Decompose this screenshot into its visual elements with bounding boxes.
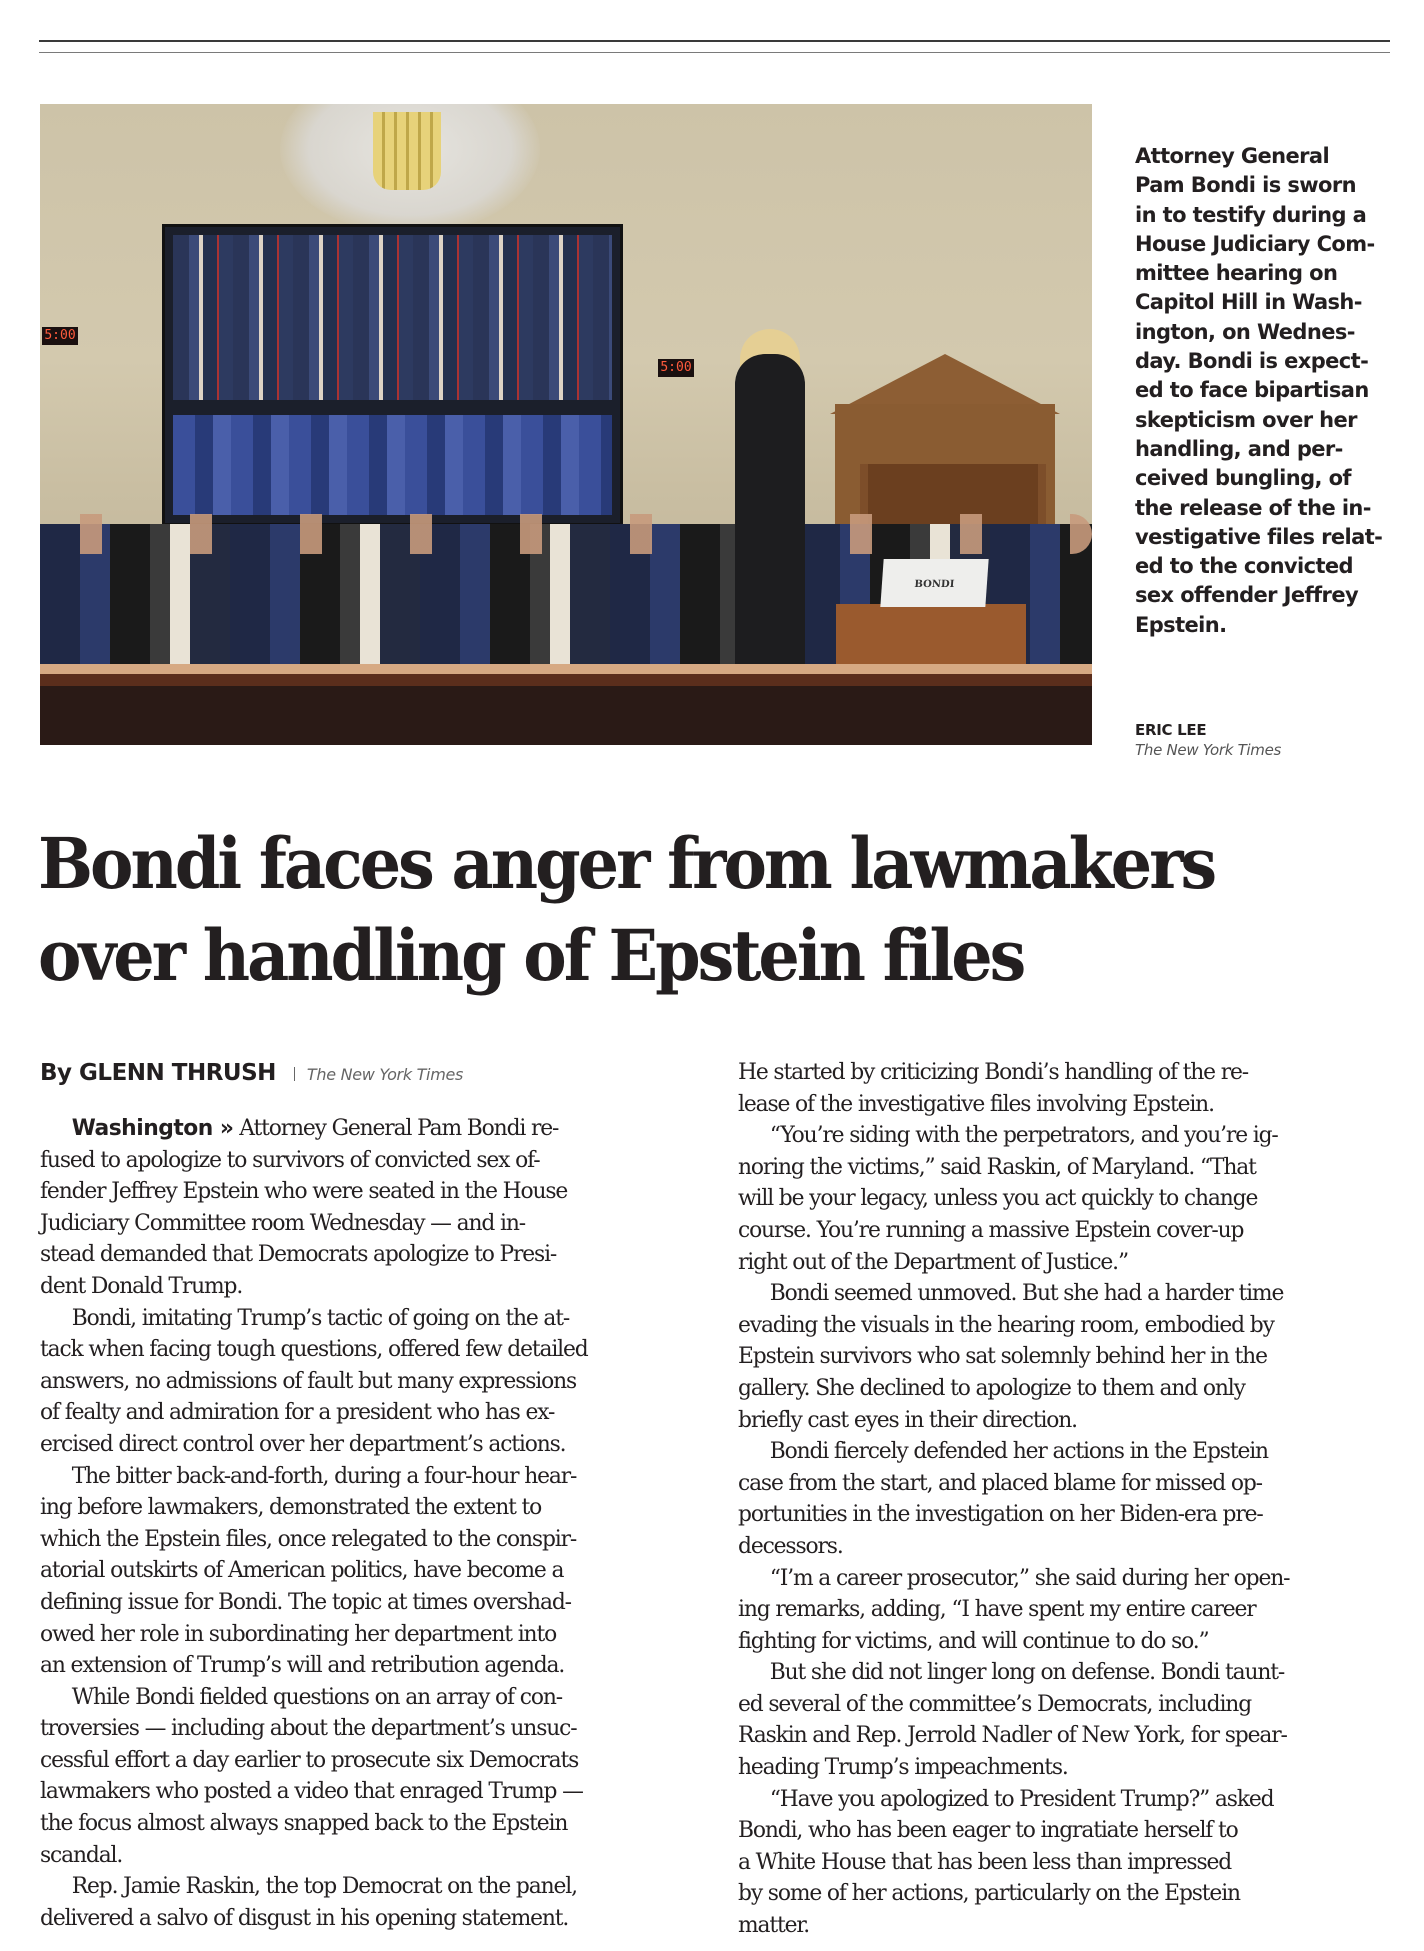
article-line: ed several of the committee’s Democrats, including bbox=[738, 1691, 1252, 1717]
caption-line: ceived bungling, of bbox=[1135, 466, 1351, 491]
article-line: Judiciary Committee room Wednesday — and in- bbox=[40, 1210, 525, 1236]
article-line: noring the victims,” said Raskin, of Maryland. “That bbox=[738, 1154, 1256, 1180]
article-line: lawmakers who posted a video that enraged Trump — bbox=[40, 1779, 583, 1805]
byline-author: By GLENN THRUSH bbox=[40, 1060, 276, 1086]
article-line: an extension of Trump’s will and retribution agenda. bbox=[40, 1653, 565, 1679]
article-line: Bondi, who has been eager to ingratiate herself to bbox=[738, 1818, 1238, 1844]
caption-line: ington, on Wednes- bbox=[1135, 319, 1355, 344]
article-line: The bitter back-and-forth, during a four-hour hear- bbox=[71, 1463, 577, 1489]
standing-witness bbox=[735, 354, 805, 684]
caption-line: in to testify during a bbox=[1135, 202, 1367, 227]
article-column-left bbox=[40, 1113, 696, 1934]
nameplate-text: BONDI bbox=[914, 579, 955, 590]
article-line: decessors. bbox=[738, 1533, 843, 1559]
article-line: defining issue for Bondi. The topic at times overshad- bbox=[40, 1589, 571, 1615]
article-line: case from the start, and placed blame for missed op- bbox=[738, 1470, 1262, 1496]
byline-org: The New York Times bbox=[306, 1065, 464, 1084]
article-line: gallery. She declined to apologize to them and only bbox=[738, 1375, 1245, 1401]
caption-line: House Judiciary Com- bbox=[1135, 231, 1375, 256]
headline bbox=[38, 818, 1418, 1002]
article-line: dent Donald Trump. bbox=[40, 1273, 243, 1299]
caption-line: Attorney General bbox=[1135, 144, 1330, 168]
committee-desk bbox=[40, 664, 1092, 745]
article-line: answers, no admissions of fault but many expressions bbox=[40, 1368, 577, 1394]
byline-separator bbox=[294, 1067, 295, 1081]
caption-line: mittee hearing on bbox=[1135, 261, 1338, 286]
article-line: Epstein survivors who sat solemnly behind her in the bbox=[738, 1344, 1267, 1370]
caption-line: vestigative files relat- bbox=[1135, 524, 1383, 549]
audience-heads bbox=[40, 514, 1092, 554]
screen-feed-bottom bbox=[173, 415, 612, 515]
top-rule-thick bbox=[39, 40, 1390, 42]
dateline: Washington » bbox=[71, 1116, 234, 1141]
headline-line-2: over handling of Epstein files bbox=[38, 914, 1024, 997]
article-line: atorial outskirts of American politics, have become a bbox=[40, 1558, 564, 1584]
article-line: portunities in the investigation on her Biden-era pre- bbox=[738, 1502, 1263, 1528]
photo-credit-name: ERIC LEE bbox=[1135, 721, 1207, 739]
article-line: While Bondi fielded questions on an array of con- bbox=[71, 1684, 562, 1710]
article-line: a White House that has been less than impressed bbox=[738, 1849, 1232, 1875]
article-line: Bondi seemed unmoved. But she had a harder time bbox=[769, 1281, 1284, 1307]
seal-shield bbox=[373, 112, 441, 190]
article-line: fender Jeffrey Epstein who were seated in the House bbox=[40, 1179, 568, 1205]
caption-line: handling, and per- bbox=[1135, 436, 1343, 461]
article-line: briefly cast eyes in their direction. bbox=[738, 1407, 1077, 1433]
witness-lectern bbox=[836, 604, 1026, 664]
article-line: evading the visuals in the hearing room, embodied by bbox=[738, 1312, 1274, 1338]
caption-line: sex offender Jeffrey bbox=[1135, 583, 1359, 608]
article-line bbox=[40, 1113, 690, 1145]
screen-feed-top bbox=[173, 235, 612, 400]
article-line: But she did not linger long on defense. Bondi taunt- bbox=[769, 1660, 1285, 1686]
caption-line: day. Bondi is expect- bbox=[1135, 349, 1369, 374]
article-line-text: Attorney General Pam Bondi re- bbox=[233, 1116, 559, 1141]
video-screen bbox=[162, 224, 623, 526]
article-line: owed her role in subordinating her department into bbox=[40, 1621, 557, 1647]
headline-line-1: Bondi faces anger from lawmakers bbox=[38, 822, 1215, 905]
article-line: ercised direct control over her department’s actions. bbox=[40, 1431, 566, 1457]
timer-left: 5:00 bbox=[42, 327, 78, 345]
article-line: course. You’re running a massive Epstein cover-up bbox=[738, 1217, 1244, 1243]
nameplate bbox=[880, 559, 988, 607]
caption-line: skepticism over her bbox=[1135, 407, 1357, 432]
timer-right: 5:00 bbox=[658, 359, 694, 377]
photo-credit-org: The New York Times bbox=[1135, 741, 1282, 759]
article-line: “You’re siding with the perpetrators, and you’re ig- bbox=[769, 1123, 1278, 1149]
article-line: Raskin and Rep. Jerrold Nadler of New York, for spear- bbox=[738, 1723, 1287, 1749]
byline bbox=[40, 1060, 463, 1086]
caption-line: ed to the convicted bbox=[1135, 554, 1353, 579]
article-line: troversies — including about the department’s unsuc- bbox=[40, 1716, 577, 1742]
article-line: scandal. bbox=[40, 1842, 123, 1868]
article-column-right bbox=[738, 1057, 1394, 1942]
article-line: by some of her actions, particularly on the Epstein bbox=[738, 1881, 1240, 1907]
article-line: fused to apologize to survivors of convicted sex of- bbox=[40, 1147, 540, 1173]
article-line: Bondi fiercely defended her actions in the Epstein bbox=[769, 1439, 1268, 1465]
article-line: “Have you apologized to President Trump?” asked bbox=[769, 1786, 1274, 1812]
article-line: Bondi, imitating Trump’s tactic of going on the at- bbox=[71, 1305, 570, 1331]
caption-line: the release of the in- bbox=[1135, 495, 1371, 520]
article-line: will be your legacy, unless you act quickly to change bbox=[738, 1186, 1258, 1212]
article-line: Rep. Jamie Raskin, the top Democrat on the panel, bbox=[71, 1874, 577, 1900]
article-line: matter. bbox=[738, 1913, 810, 1939]
caption-line: Epstein. bbox=[1135, 612, 1227, 637]
article-line: the focus almost always snapped back to the Epstein bbox=[40, 1811, 568, 1837]
article-line: heading Trump’s impeachments. bbox=[738, 1755, 1068, 1781]
article-line: fighting for victims, and will continue to do so.” bbox=[738, 1628, 1209, 1654]
article-line: He started by criticizing Bondi’s handling of the re- bbox=[738, 1060, 1249, 1085]
caption-line: Capitol Hill in Wash- bbox=[1135, 290, 1362, 315]
article-line: ing before lawmakers, demonstrated the extent to bbox=[40, 1495, 542, 1521]
article-line: right out of the Department of Justice.” bbox=[738, 1249, 1128, 1275]
article-line: which the Epstein files, once relegated to the conspir- bbox=[40, 1526, 577, 1552]
top-rule-thin bbox=[39, 52, 1390, 53]
article-line: “I’m a career prosecutor,” she said during her open- bbox=[769, 1565, 1290, 1591]
article-line: ing remarks, adding, “I have spent my entire career bbox=[738, 1597, 1256, 1623]
article-line: delivered a salvo of disgust in his opening statement. bbox=[40, 1905, 569, 1931]
article-line: tack when facing tough questions, offered few detailed bbox=[40, 1337, 588, 1363]
photo-caption bbox=[1135, 142, 1385, 640]
hearing-photo bbox=[40, 104, 1092, 745]
caption-line: ed to face bipartisan bbox=[1135, 378, 1369, 403]
article-line: cessful effort a day earlier to prosecute six Democrats bbox=[40, 1747, 579, 1773]
caption-line: Pam Bondi is sworn bbox=[1135, 173, 1356, 198]
article-line: lease of the investigative files involving Epstein. bbox=[738, 1091, 1214, 1117]
article-line: stead demanded that Democrats apologize to Presi- bbox=[40, 1242, 557, 1268]
article-line: of fealty and admiration for a president who has ex- bbox=[40, 1400, 555, 1426]
